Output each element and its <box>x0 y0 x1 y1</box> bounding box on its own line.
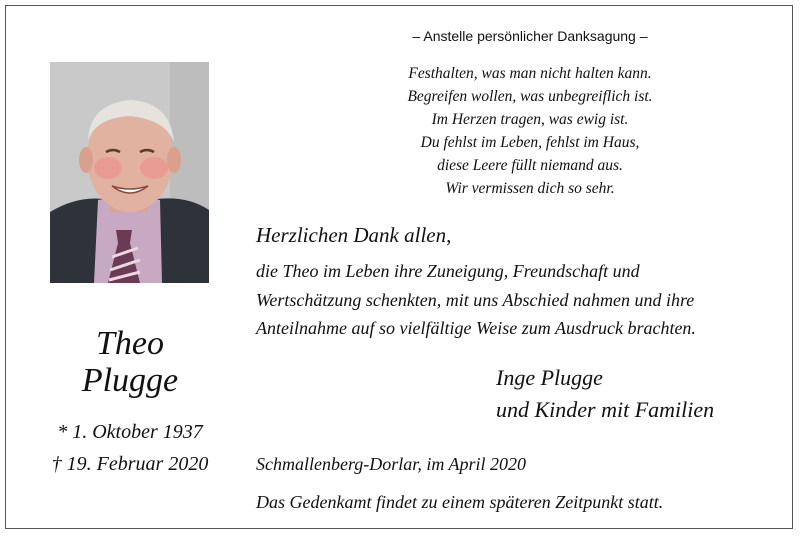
portrait-illustration <box>50 62 209 283</box>
signature-line: Inge Plugge <box>496 365 603 390</box>
thanks-line: die Theo im Leben ihre Zuneigung, Freundschaft und <box>256 261 640 281</box>
poem-line: Du fehlst im Leben, fehlst im Haus, <box>420 134 640 151</box>
portrait-photo <box>50 62 209 283</box>
birth-date: * 1. Oktober 1937 <box>57 421 203 443</box>
thanks-line: Anteilnahme auf so vielfältige Weise zum Ausdruck brachten. <box>256 318 696 338</box>
poem-line: Begreifen wollen, was unbegreiflich ist. <box>407 88 653 105</box>
place-date: Schmallenberg-Dorlar, im April 2020 <box>256 454 526 474</box>
poem-line: Wir vermissen dich so sehr. <box>445 180 615 197</box>
poem <box>330 62 730 200</box>
memorial-notice: Das Gedenkamt findet zu einem späteren Zeitpunkt statt. <box>256 492 664 512</box>
signature-line: und Kinder mit Familien <box>496 397 715 422</box>
poem-line: diese Leere füllt niemand aus. <box>437 157 623 174</box>
first-name: Theo <box>96 325 164 362</box>
thanks-text <box>256 257 786 343</box>
signature <box>496 362 714 426</box>
last-name: Plugge <box>81 362 179 399</box>
greeting: Herzlichen Dank allen, <box>256 223 452 247</box>
header-text: – Anstelle persönlicher Danksagung – <box>412 28 648 44</box>
poem-line: Festhalten, was man nicht halten kann. <box>408 65 652 82</box>
poem-line: Im Herzen tragen, was ewig ist. <box>431 111 629 128</box>
death-date: † 19. Februar 2020 <box>51 453 209 475</box>
thanks-line: Wertschätzung schenkten, mit uns Abschied nahmen und ihre <box>256 289 695 310</box>
